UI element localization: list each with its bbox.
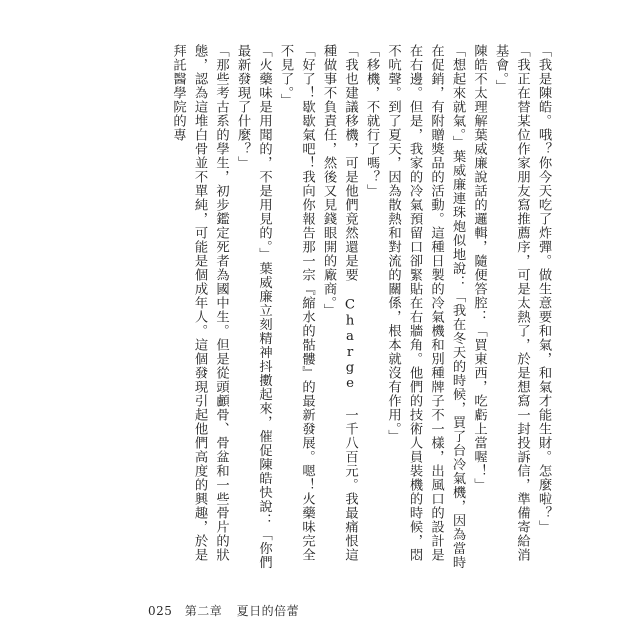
page-number: 025 bbox=[148, 604, 173, 618]
paragraph-5: 「移機，不就行了嗎？」 bbox=[364, 44, 379, 198]
paragraph-8: 「火藥味是用聞的，不是用見的。」葉威廉立刻精神抖擻起來，催促陳皓快說：「你們最新發現了什麼？」 bbox=[235, 44, 272, 570]
paragraph-6: 「我也建議移機，可是他們竟然還是要 Charge 一千八百元。我最痛恨這種做事不負責任，然後又見錢眼開的廠商。」 bbox=[321, 44, 358, 562]
chapter-title: 夏日的倍蕾 bbox=[236, 604, 300, 618]
paragraph-9: 「那些考古系的學生，初步鑑定死者為國中生。但是從頭顱骨、骨盆和一些骨片的狀態，認為這堆白骨並不單純，可能是個成年人。這個發現引起他們高度的興趣，於是拜託醫學院的專 bbox=[170, 44, 229, 562]
chapter-label: 第二章 bbox=[184, 604, 223, 618]
paragraph-3: 陳皓不太理解葉威廉說話的邏輯，隨便答腔：「買東西，吃虧上當喔！」 bbox=[471, 44, 487, 492]
vertical-text-block bbox=[154, 44, 554, 570]
page-footer bbox=[148, 602, 309, 619]
paragraph-7: 「好了！歇歇氣吧！我向你報告那一宗『縮水的骷髏』的最新發展。嗯！火藥味完全不見了。」 bbox=[278, 44, 315, 562]
paragraph-2: 「我正在替某位作家朋友寫推薦序，可是太熱了，於是想寫一封投訴信，準備寄給消基會。」 bbox=[493, 44, 530, 562]
paragraph-4: 「想起來就氣。」葉威廉連珠炮似地說：「我在冬天的時候，買了台冷氣機，因為當時在促銷，有附贈獎品的活動。這種日製的冷氣機和別種牌子不一樣，出風口的設計是在右邊。但是，我家的冷氣預留口卻緊貼在右牆角。他們的技術人員裝機的時候，悶不吭聲。到了夏天，因為散熱和對流的關係，根本就沒有作用。」 bbox=[385, 44, 465, 570]
paragraph-1: 「我是陳皓。哦？你今天吃了炸彈。做生意要和氣，和氣才能生財。怎麼啦？」 bbox=[536, 44, 551, 534]
